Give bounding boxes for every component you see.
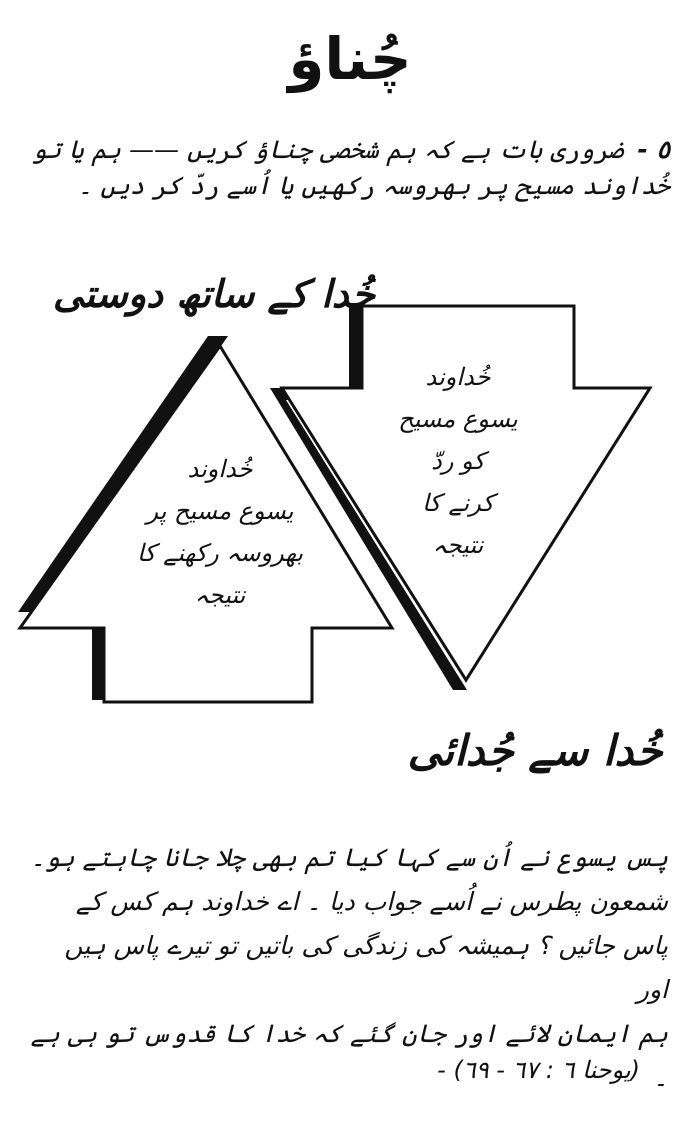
down-arrow-line: یسوع مسیح	[398, 405, 518, 433]
verse-line: پس یسوع نے اُن سے کہا کیا تم بھی چلا جانا چاہتے ہو۔	[30, 843, 668, 872]
heading-fellowship-with-god: خُدا کے ساتھ دوستی	[52, 272, 376, 316]
down-arrow-line: کو ردّ	[431, 447, 485, 475]
intro-text: ضروری بات ہے کہ ہم شخصی چناؤ کریں —— ہم یا تو خُداوند مسیح پر بھروسہ رکھیں یا اُسے ردّ کر دیں ۔	[31, 135, 670, 200]
down-arrow-line: کرنے کا	[422, 489, 494, 517]
heading-separation-from-god: خُدا سے جُدائی	[407, 726, 663, 775]
up-arrow-line: بھروسہ رکھنے کا	[136, 539, 304, 567]
verse-line: ہم ایمان لائے اور جان گئے کہ خدا کا قدوس تو ہی ہے ۔	[30, 1019, 668, 1092]
up-arrow-line: خُداوند	[187, 455, 253, 483]
up-arrow-caption	[130, 448, 310, 616]
down-arrow-line: نتیجہ	[432, 531, 484, 559]
verse-line: پاس جائیں ؟ ہمیشہ کی زندگی کی باتیں تو تیرے پاس ہیں اور	[64, 931, 668, 1004]
down-arrow-caption	[388, 356, 528, 566]
intro-number: ٥ -	[637, 135, 670, 164]
page-title: چُناؤ	[288, 25, 412, 93]
up-arrow-line: یسوع مسیح پر	[146, 497, 294, 525]
up-arrow-line: نتیجہ	[194, 581, 246, 609]
scripture-reference: (یوحنا ٦ : ٦٧ - ٦٩) -	[437, 1056, 640, 1084]
verse-line: شمعون پطرس نے اُسے جواب دیا ۔ اے خداوند ہم کس کے	[75, 887, 668, 916]
down-arrow-line: خُداوند	[425, 363, 491, 391]
